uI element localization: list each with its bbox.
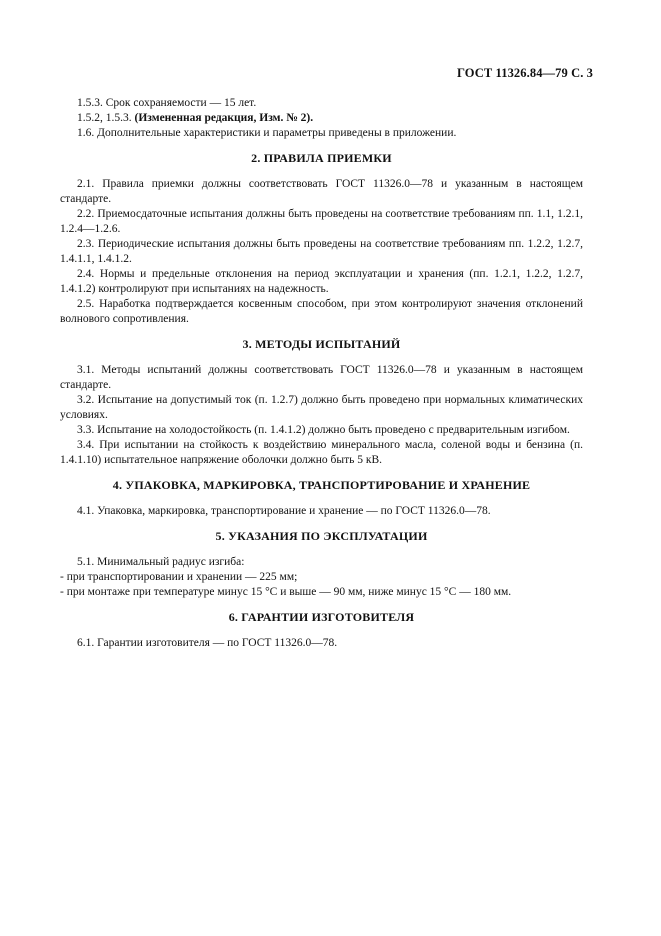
amendment-prefix: 1.5.2, 1.5.3. [77,112,135,124]
paragraph-3-3: 3.3. Испытание на холодостойкость (п. 1.4.1.2) должно быть проведено с предварительным изгибом. [77,424,570,436]
paragraph-1-5-3: 1.5.3. Срок сохраняемости — 15 лет. [77,97,257,109]
section-2-heading: 2. ПРАВИЛА ПРИЕМКИ [251,151,392,165]
section-5-heading: 5. УКАЗАНИЯ ПО ЭКСПЛУАТАЦИИ [215,529,428,543]
section-3-heading: 3. МЕТОДЫ ИСПЫТАНИЙ [242,337,401,351]
section-4-heading: 4. УПАКОВКА, МАРКИРОВКА, ТРАНСПОРТИРОВАНИЕ И ХРАНЕНИЕ [112,478,531,492]
paragraph-2-4: 2.4. Нормы и предельные отклонения на период эксплуатации и хранения (пп. 1.2.1, 1.2.2, 1.2.7, 1.4.1.2) контролируют при испытаниях на надежность. [60,268,583,295]
paragraph-2-1: 2.1. Правила приемки должны соответствовать ГОСТ 11326.0—78 и указанным в настоящем стандарте. [60,178,583,205]
paragraph-2-2: 2.2. Приемосдаточные испытания должны быть проведены на соответствие требованиям пп. 1.1, 1.2.1, 1.2.4—1.2.6. [60,208,583,235]
paragraph-3-1: 3.1. Методы испытаний должны соответствовать ГОСТ 11326.0—78 и указанным в настоящем стандарте. [60,364,583,391]
page-header: ГОСТ 11326.84—79 С. 3 [457,66,593,80]
paragraph-amendment-note [60,111,583,126]
paragraph-3-4: 3.4. При испытании на стойкость к воздействию минерального масла, соленой воды и бензина (п. 1.4.1.10) испытательное напряжение оболочки должно быть 5 кВ. [60,439,583,466]
paragraph-6-1: 6.1. Гарантии изготовителя — по ГОСТ 11326.0—78. [77,637,338,649]
amendment-note: (Измененная редакция, Изм. № 2). [134,112,314,124]
paragraph-2-3: 2.3. Периодические испытания должны быть проведены на соответствие требованиям пп. 1.2.2, 1.2.7, 1.4.1.1, 1.4.1.2. [60,238,583,265]
list-item-transport: - при транспортировании и хранении — 225 мм; [60,571,298,583]
paragraph-3-2: 3.2. Испытание на допустимый ток (п. 1.2.7) должно быть проведено при нормальных климатических условиях. [60,394,583,421]
paragraph-2-5: 2.5. Наработка подтверждается косвенным способом, при этом контролируют значения отклонений волнового сопротивления. [60,298,583,325]
list-item-mounting: - при монтаже при температуре минус 15 °С и выше — 90 мм, ниже минус 15 °С — 180 мм. [60,586,512,598]
section-6-heading: 6. ГАРАНТИИ ИЗГОТОВИТЕЛЯ [228,610,415,624]
paragraph-1-6: 1.6. Дополнительные характеристики и параметры приведены в приложении. [77,127,457,139]
paragraph-4-1: 4.1. Упаковка, маркировка, транспортирование и хранение — по ГОСТ 11326.0—78. [77,505,491,517]
document-body [60,96,583,651]
paragraph-5-1: 5.1. Минимальный радиус изгиба: [77,556,245,568]
